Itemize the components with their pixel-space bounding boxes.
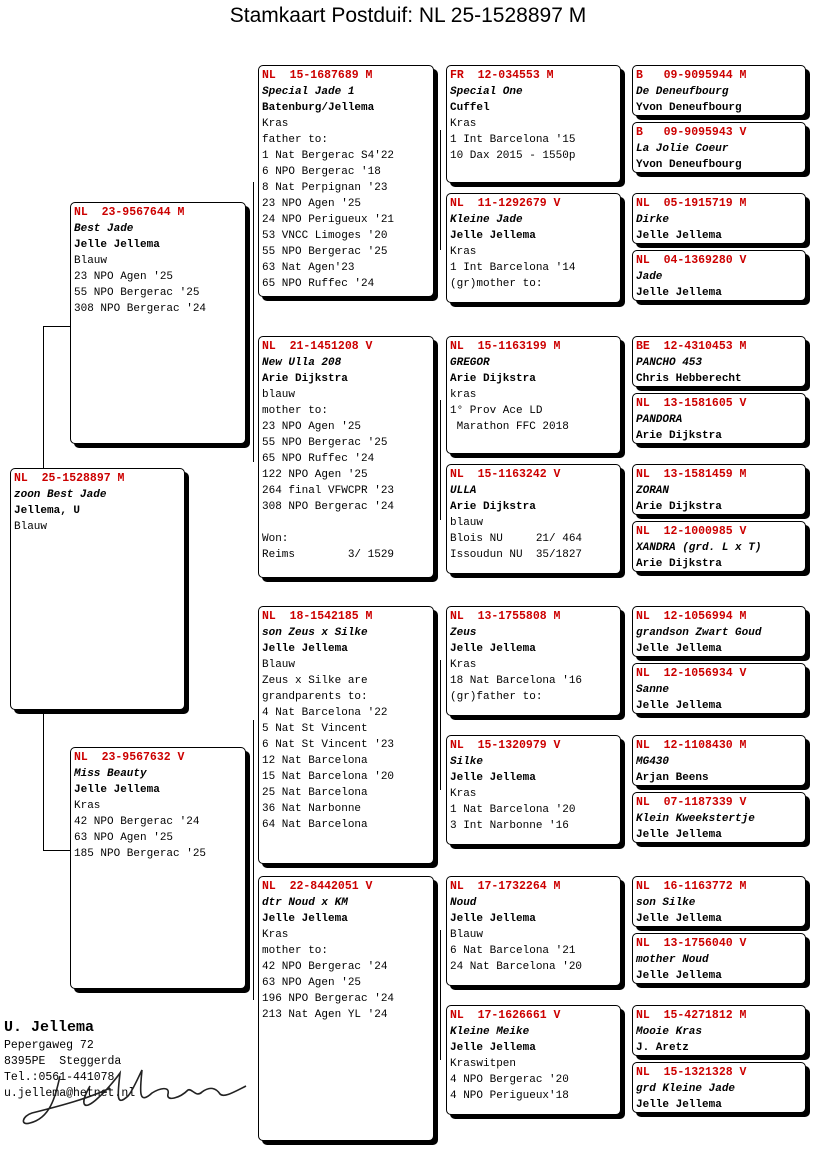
info-line: 53 VNCC Limoges '20 [262, 230, 388, 242]
info-line: 63 NPO Agen '25 [74, 832, 174, 844]
info-line: Kras [450, 659, 477, 671]
info-line: 308 NPO Bergerac '24 [262, 501, 395, 513]
info-line: Won: [262, 533, 289, 545]
pigeon-name: Best Jade [74, 223, 134, 235]
pigeon-card-fm [258, 336, 434, 578]
info-line: 1 Int Barcelona '14 [450, 262, 576, 274]
info-line: 25 Nat Barcelona [262, 787, 368, 799]
ring-number: NL 05-1915719 M [636, 197, 747, 210]
pigeon-card-mmm [446, 1005, 621, 1115]
info-line: 65 NPO Ruffec '24 [262, 278, 375, 290]
info-line: 10 Dax 2015 - 1550p [450, 150, 576, 162]
info-line: 63 Nat Agen'23 [262, 262, 355, 274]
info-line: 4 NPO Perigueux'18 [450, 1090, 569, 1102]
breeder-name: Cuffel [450, 102, 490, 114]
pigeon-card-ffff [632, 65, 806, 116]
info-line: 6 NPO Bergerac '18 [262, 166, 381, 178]
ring-number: NL 12-1056994 M [636, 610, 747, 623]
info-line: 264 final VFWCPR '23 [262, 485, 395, 497]
ring-number: FR 12-034553 M [450, 69, 554, 82]
info-line: 12 Nat Barcelona [262, 755, 368, 767]
pigeon-name: Kleine Meike [450, 1026, 530, 1038]
breeder-name: Batenburg/Jellema [262, 102, 375, 114]
ring-number: NL 15-1163242 V [450, 468, 561, 481]
info-line: grandparents to: [262, 691, 368, 703]
owner-address: Pepergaweg 72 [4, 1039, 94, 1052]
info-line: Reims 3/ 1529 [262, 549, 395, 561]
pigeon-card-mmfm [632, 933, 806, 984]
breeder-name: Jelle Jellema [636, 1099, 722, 1111]
connector-line [253, 182, 254, 462]
page-title: Stamkaart Postduif: NL 25-1528897 M [229, 4, 587, 27]
info-line: 24 NPO Perigueux '21 [262, 214, 395, 226]
info-line: 185 NPO Bergerac '25 [74, 848, 207, 860]
breeder-name: J. Aretz [636, 1042, 689, 1054]
info-line: 24 Nat Barcelona '20 [450, 961, 583, 973]
ring-number: NL 21-1451208 V [262, 340, 373, 353]
pigeon-card-fmff [632, 336, 806, 387]
connector-line [440, 130, 441, 250]
pigeon-name: grandson Zwart Goud [636, 627, 762, 639]
breeder-name: Jelle Jellema [450, 230, 536, 242]
info-line: 42 NPO Bergerac '24 [74, 816, 200, 828]
pigeon-name: Jade [636, 271, 663, 283]
ring-number: NL 07-1187339 V [636, 796, 747, 809]
pigeon-name: La Jolie Coeur [636, 143, 729, 155]
breeder-name: Jelle Jellema [636, 700, 722, 712]
pigeon-card-mm [258, 876, 434, 1141]
info-line: 5 Nat St Vincent [262, 723, 368, 735]
breeder-name: Arjan Beens [636, 772, 709, 784]
owner-city: 8395PE Steggerda [4, 1055, 122, 1068]
pigeon-card-mother [70, 747, 246, 989]
info-line: 4 NPO Bergerac '20 [450, 1074, 569, 1086]
info-line: Kras [450, 788, 477, 800]
info-line: Kras [74, 800, 101, 812]
info-line: 23 NPO Agen '25 [262, 198, 362, 210]
info-line: Kraswitpen [450, 1058, 517, 1070]
pigeon-name: GREGOR [450, 357, 490, 369]
pigeon-card-ffmf [632, 193, 806, 244]
info-line: 122 NPO Agen '25 [262, 469, 368, 481]
connector-line [440, 400, 441, 520]
breeder-name: Jellema, U [14, 505, 81, 517]
ring-number: NL 17-1732264 M [450, 880, 561, 893]
info-line: 63 NPO Agen '25 [262, 977, 362, 989]
info-line: 1° Prov Ace LD [450, 405, 543, 417]
ring-number: NL 15-1320979 V [450, 739, 561, 752]
ring-number: NL 15-1321328 V [636, 1066, 747, 1079]
info-line: Marathon FFC 2018 [450, 421, 569, 433]
ring-number: NL 22-8442051 V [262, 880, 373, 893]
breeder-name: Yvon Deneufbourg [636, 159, 742, 171]
breeder-name: Arie Dijkstra [636, 430, 722, 442]
info-line: 15 Nat Barcelona '20 [262, 771, 395, 783]
pigeon-name: Silke [450, 756, 484, 768]
pigeon-card-fff [446, 65, 621, 183]
ring-number: NL 23-9567644 M [74, 206, 185, 219]
ring-number: NL 23-9567632 V [74, 751, 185, 764]
info-line: (gr)mother to: [450, 278, 543, 290]
ring-number: NL 13-1755808 M [450, 610, 561, 623]
info-line: 18 Nat Barcelona '16 [450, 675, 583, 687]
ring-number: BE 12-4310453 M [636, 340, 747, 353]
info-line: 55 NPO Bergerac '25 [262, 437, 388, 449]
pigeon-card-fmmf [632, 464, 806, 515]
pigeon-card-fmm [446, 464, 621, 574]
pigeon-card-mfm [446, 735, 621, 845]
breeder-name: Jelle Jellema [636, 913, 722, 925]
pigeon-card-mfff [632, 606, 806, 657]
pigeon-card-ffm [446, 193, 621, 303]
pigeon-name: XANDRA (grd. L x T) [636, 542, 762, 554]
pigeon-card-mmmf [632, 1005, 806, 1056]
ring-number: NL 11-1292679 V [450, 197, 561, 210]
breeder-name: Jelle Jellema [450, 1042, 536, 1054]
ring-number: NL 17-1626661 V [450, 1009, 561, 1022]
owner-name: U. Jellema [4, 1019, 95, 1036]
info-line: Blois NU 21/ 464 [450, 533, 583, 545]
breeder-name: Jelle Jellema [74, 239, 160, 251]
breeder-name: Arie Dijkstra [636, 501, 722, 513]
info-line: 23 NPO Agen '25 [74, 271, 174, 283]
info-line: Kras [262, 929, 289, 941]
pigeon-name: MG430 [636, 756, 670, 768]
ring-number: NL 13-1756040 V [636, 937, 747, 950]
info-line: Kras [262, 118, 289, 130]
pigeon-card-mfmm [632, 792, 806, 843]
ring-number: NL 13-1581605 V [636, 397, 747, 410]
pigeon-card-fmfm [632, 393, 806, 444]
info-line: 36 Nat Narbonne [262, 803, 362, 815]
info-line: 55 NPO Bergerac '25 [262, 246, 388, 258]
ring-number: B 09-9095944 M [636, 69, 747, 82]
pigeon-name: Zeus [450, 627, 477, 639]
pigeon-name: Klein Kweekstertje [636, 813, 755, 825]
pigeon-name: Sanne [636, 684, 670, 696]
info-line: 6 Nat Barcelona '21 [450, 945, 576, 957]
breeder-name: Jelle Jellema [450, 643, 536, 655]
info-line: 196 NPO Bergerac '24 [262, 993, 395, 1005]
pigeon-card-mmmm [632, 1062, 806, 1113]
breeder-name: Jelle Jellema [636, 287, 722, 299]
info-line: 213 Nat Agen YL '24 [262, 1009, 388, 1021]
breeder-name: Chris Hebberecht [636, 373, 742, 385]
info-line: Blauw [262, 659, 296, 671]
breeder-name: Arie Dijkstra [450, 373, 536, 385]
pigeon-name: PANCHO 453 [636, 357, 703, 369]
info-line: blauw [262, 389, 296, 401]
info-line: Blauw [450, 929, 484, 941]
pigeon-card-father [70, 202, 246, 444]
info-line: 1 Nat Bergerac S4'22 [262, 150, 395, 162]
pigeon-name: ZORAN [636, 485, 670, 497]
info-line: Blauw [14, 521, 48, 533]
pigeon-card-mmf [446, 876, 621, 986]
signature-image [20, 1058, 260, 1138]
info-line: 3 Int Narbonne '16 [450, 820, 569, 832]
pigeon-name: son Zeus x Silke [262, 627, 368, 639]
ring-number: NL 15-4271812 M [636, 1009, 747, 1022]
info-line: mother to: [262, 405, 329, 417]
breeder-name: Jelle Jellema [636, 643, 722, 655]
ring-number: NL 18-1542185 M [262, 610, 373, 623]
ring-number: NL 25-1528897 M [14, 472, 125, 485]
info-line: Kras [450, 118, 477, 130]
info-line: 6 Nat St Vincent '23 [262, 739, 395, 751]
info-line: Issoudun NU 35/1827 [450, 549, 583, 561]
pigeon-name: Miss Beauty [74, 768, 147, 780]
info-line: 1 Nat Barcelona '20 [450, 804, 576, 816]
info-line: kras [450, 389, 477, 401]
breeder-name: Jelle Jellema [636, 230, 722, 242]
pigeon-name: ULLA [450, 485, 477, 497]
pigeon-name: Dirke [636, 214, 670, 226]
info-line: 42 NPO Bergerac '24 [262, 961, 388, 973]
pigeon-card-mf [258, 606, 434, 864]
pigeon-name: zoon Best Jade [14, 489, 107, 501]
breeder-name: Arie Dijkstra [262, 373, 348, 385]
pigeon-card-mfmf [632, 735, 806, 786]
ring-number: NL 12-1000985 V [636, 525, 747, 538]
info-line: 64 Nat Barcelona [262, 819, 368, 831]
pigeon-name: Noud [450, 897, 477, 909]
pigeon-name: son Silke [636, 897, 696, 909]
pigeon-card-fffm [632, 122, 806, 173]
ring-number: B 09-9095943 V [636, 126, 747, 139]
pigeon-name: PANDORA [636, 414, 683, 426]
breeder-name: Yvon Deneufbourg [636, 102, 742, 114]
pigeon-card-subject [10, 468, 185, 710]
pigeon-name: De Deneufbourg [636, 86, 729, 98]
info-line: Blauw [74, 255, 108, 267]
breeder-name: Jelle Jellema [74, 784, 160, 796]
pigeon-name: Kleine Jade [450, 214, 523, 226]
pigeon-card-ffmm [632, 250, 806, 301]
breeder-name: Arie Dijkstra [636, 558, 722, 570]
info-line: mother to: [262, 945, 329, 957]
info-line: Zeus x Silke are [262, 675, 368, 687]
ring-number: NL 16-1163772 M [636, 880, 747, 893]
ring-number: NL 13-1581459 M [636, 468, 747, 481]
ring-number: NL 15-1687689 M [262, 69, 373, 82]
owner-email: u.jellema@hetnet.nl [4, 1087, 136, 1100]
owner-phone: Tel.:0561-441078 [4, 1071, 115, 1084]
pigeon-card-fmmm [632, 521, 806, 572]
info-line: father to: [262, 134, 329, 146]
connector-line [440, 930, 441, 1060]
pigeon-name: Special One [450, 86, 523, 98]
connector-line [253, 720, 254, 1000]
ring-number: NL 04-1369280 V [636, 254, 747, 267]
ring-number: NL 15-1163199 M [450, 340, 561, 353]
breeder-name: Jelle Jellema [262, 913, 348, 925]
info-line: 65 NPO Ruffec '24 [262, 453, 375, 465]
connector-line [43, 326, 71, 327]
breeder-name: Jelle Jellema [636, 829, 722, 841]
info-line [262, 515, 430, 531]
info-line: 55 NPO Bergerac '25 [74, 287, 200, 299]
info-line: 308 NPO Bergerac '24 [74, 303, 207, 315]
info-line: 23 NPO Agen '25 [262, 421, 362, 433]
info-line: 4 Nat Barcelona '22 [262, 707, 388, 719]
pigeon-card-mffm [632, 663, 806, 714]
pigeon-card-mmff [632, 876, 806, 927]
info-line: 8 Nat Perpignan '23 [262, 182, 388, 194]
ring-number: NL 12-1056934 V [636, 667, 747, 680]
pigeon-name: grd Kleine Jade [636, 1083, 736, 1095]
pigeon-name: New Ulla 208 [262, 357, 342, 369]
breeder-name: Jelle Jellema [450, 772, 536, 784]
pigeon-name: Mooie Kras [636, 1026, 703, 1038]
info-line: (gr)father to: [450, 691, 543, 703]
pigeon-card-ff [258, 65, 434, 297]
info-line: Kras [450, 246, 477, 258]
info-line: 1 Int Barcelona '15 [450, 134, 576, 146]
breeder-name: Jelle Jellema [450, 913, 536, 925]
pigeon-card-mff [446, 606, 621, 716]
pigeon-name: dtr Noud x KM [262, 897, 348, 909]
breeder-name: Jelle Jellema [636, 970, 722, 982]
breeder-name: Arie Dijkstra [450, 501, 536, 513]
info-line: blauw [450, 517, 484, 529]
breeder-name: Jelle Jellema [262, 643, 348, 655]
pigeon-card-fmf [446, 336, 621, 454]
pigeon-name: mother Noud [636, 954, 709, 966]
pigeon-name: Special Jade 1 [262, 86, 355, 98]
ring-number: NL 12-1108430 M [636, 739, 747, 752]
connector-line [440, 660, 441, 790]
connector-line [43, 850, 71, 851]
